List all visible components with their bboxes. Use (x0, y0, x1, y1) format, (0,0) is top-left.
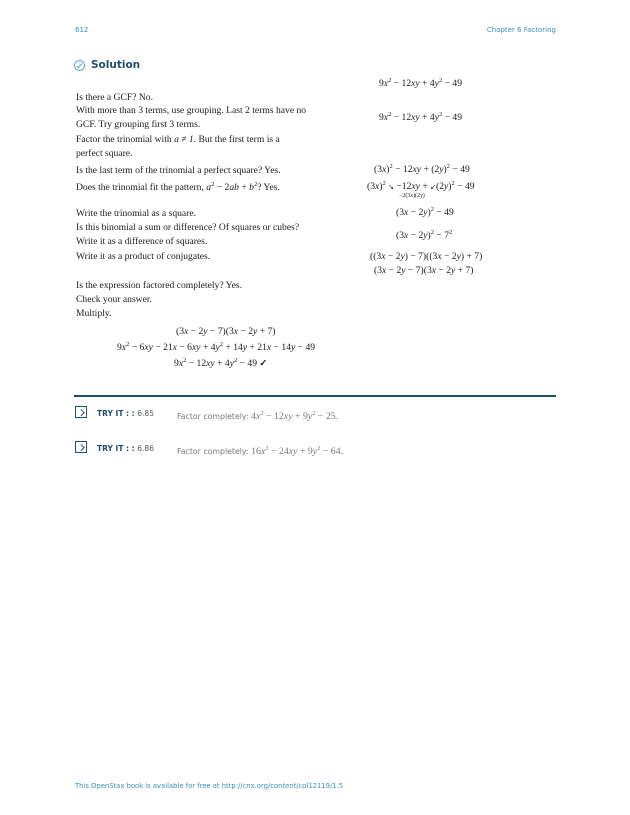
step-binomial: Is this binomial a sum or difference? Of squares or cubes? Write it as a difference of squares. (76, 222, 300, 247)
step-factor-trinomial (76, 133, 308, 160)
step-gcf: Is there a GCF? No. (76, 92, 153, 103)
page-number: 612 (75, 26, 89, 34)
solution-title: Solution (91, 59, 141, 71)
math-pattern-under: −2(3x)(2y) (399, 193, 425, 199)
math-conjugates-1: ((3x − 2y) − 7)((3x − 2y) + 7) (370, 251, 483, 262)
step-as-square: Write the trinomial as a square. (76, 208, 197, 219)
math-last-term: $(3x)^2 - 12xy + (2y)^2 - 49$ (374, 163, 470, 175)
chapter-title: Chapter 6 Factoring (486, 26, 556, 34)
step-check: Check your answer. (76, 294, 152, 305)
math-pattern: $(3x)^2$ ↘ $-12xy + ↙(2y)^2 - 49$ (367, 180, 475, 192)
check-line-3: $9x^2 - 12xy + 4y^2 - 49$ ✓ (174, 357, 268, 369)
try-it-prompt: Factor completely: $16x^2 - 24xy + 9y^2 - 64$. (177, 445, 344, 457)
try-it-expression: $4x^2 - 12xy + 9y^2 - 25$. (251, 410, 339, 422)
factor-condition: a ≠ 1 (174, 134, 194, 145)
check-line-2: $9x^2 - 6xy - 21x - 6xy + 4y^2 + 14y + 21x - 14y - 49$ (117, 341, 316, 353)
math-as-square: $(3x - 2y)^2 - 49$ (396, 206, 454, 218)
try-it-expression: $16x^2 - 24xy + 9y^2 - 64$. (251, 445, 344, 457)
factor-prefix: Factor the trinomial with (76, 134, 172, 145)
step-complete: Is the expression factored completely? Yes. (76, 280, 242, 291)
expand-try-it-6-85-button[interactable] (75, 406, 87, 418)
math-grouping: $9x^2 - 12xy + 4y^2 - 49$ (379, 111, 462, 123)
section-divider (74, 395, 556, 397)
expand-try-it-6-86-button[interactable] (75, 441, 87, 453)
expression-top: $9x^2 - 12xy + 4y^2 - 49$ (379, 77, 462, 89)
try-it-number: 6.85 (137, 409, 154, 418)
step-multiply: Multiply. (76, 308, 112, 319)
factor-suffix: . But the first term is a perfect square. (76, 134, 280, 159)
step-last-term: Is the last term of the trinomial a perfect square? Yes. (76, 165, 281, 176)
check-circle-icon (74, 60, 85, 71)
step-conjugates: Write it as a product of conjugates. (76, 251, 211, 262)
footer-link[interactable]: This OpenStax book is available for free at http://cnx.org/content/col12119/1.5 (75, 782, 344, 790)
try-it-label: TRY IT : : 6.85 (97, 409, 154, 418)
math-difference-squares: $(3x - 2y)^2 - 7^2$ (396, 229, 453, 241)
try-it-label: TRY IT : : 6.86 (97, 444, 154, 453)
pattern-suffix: ? Yes. (257, 182, 280, 193)
pattern-prefix: Does the trinomial fit the pattern, (76, 182, 204, 193)
try-it-number: 6.86 (137, 444, 154, 453)
step-pattern: Does the trinomial fit the pattern, $a^2 - 2ab + b^2$? Yes. (76, 181, 280, 193)
step-grouping: With more than 3 terms, use grouping. Last 2 terms have no GCF. Try grouping first 3 terms. (76, 105, 307, 130)
check-line-1: (3x − 2y − 7)(3x − 2y + 7) (176, 326, 276, 337)
math-conjugates-2: (3x − 2y − 7)(3x − 2y + 7) (374, 265, 474, 276)
try-it-prompt: Factor completely: $4x^2 - 12xy + 9y^2 - 25$. (177, 410, 339, 422)
